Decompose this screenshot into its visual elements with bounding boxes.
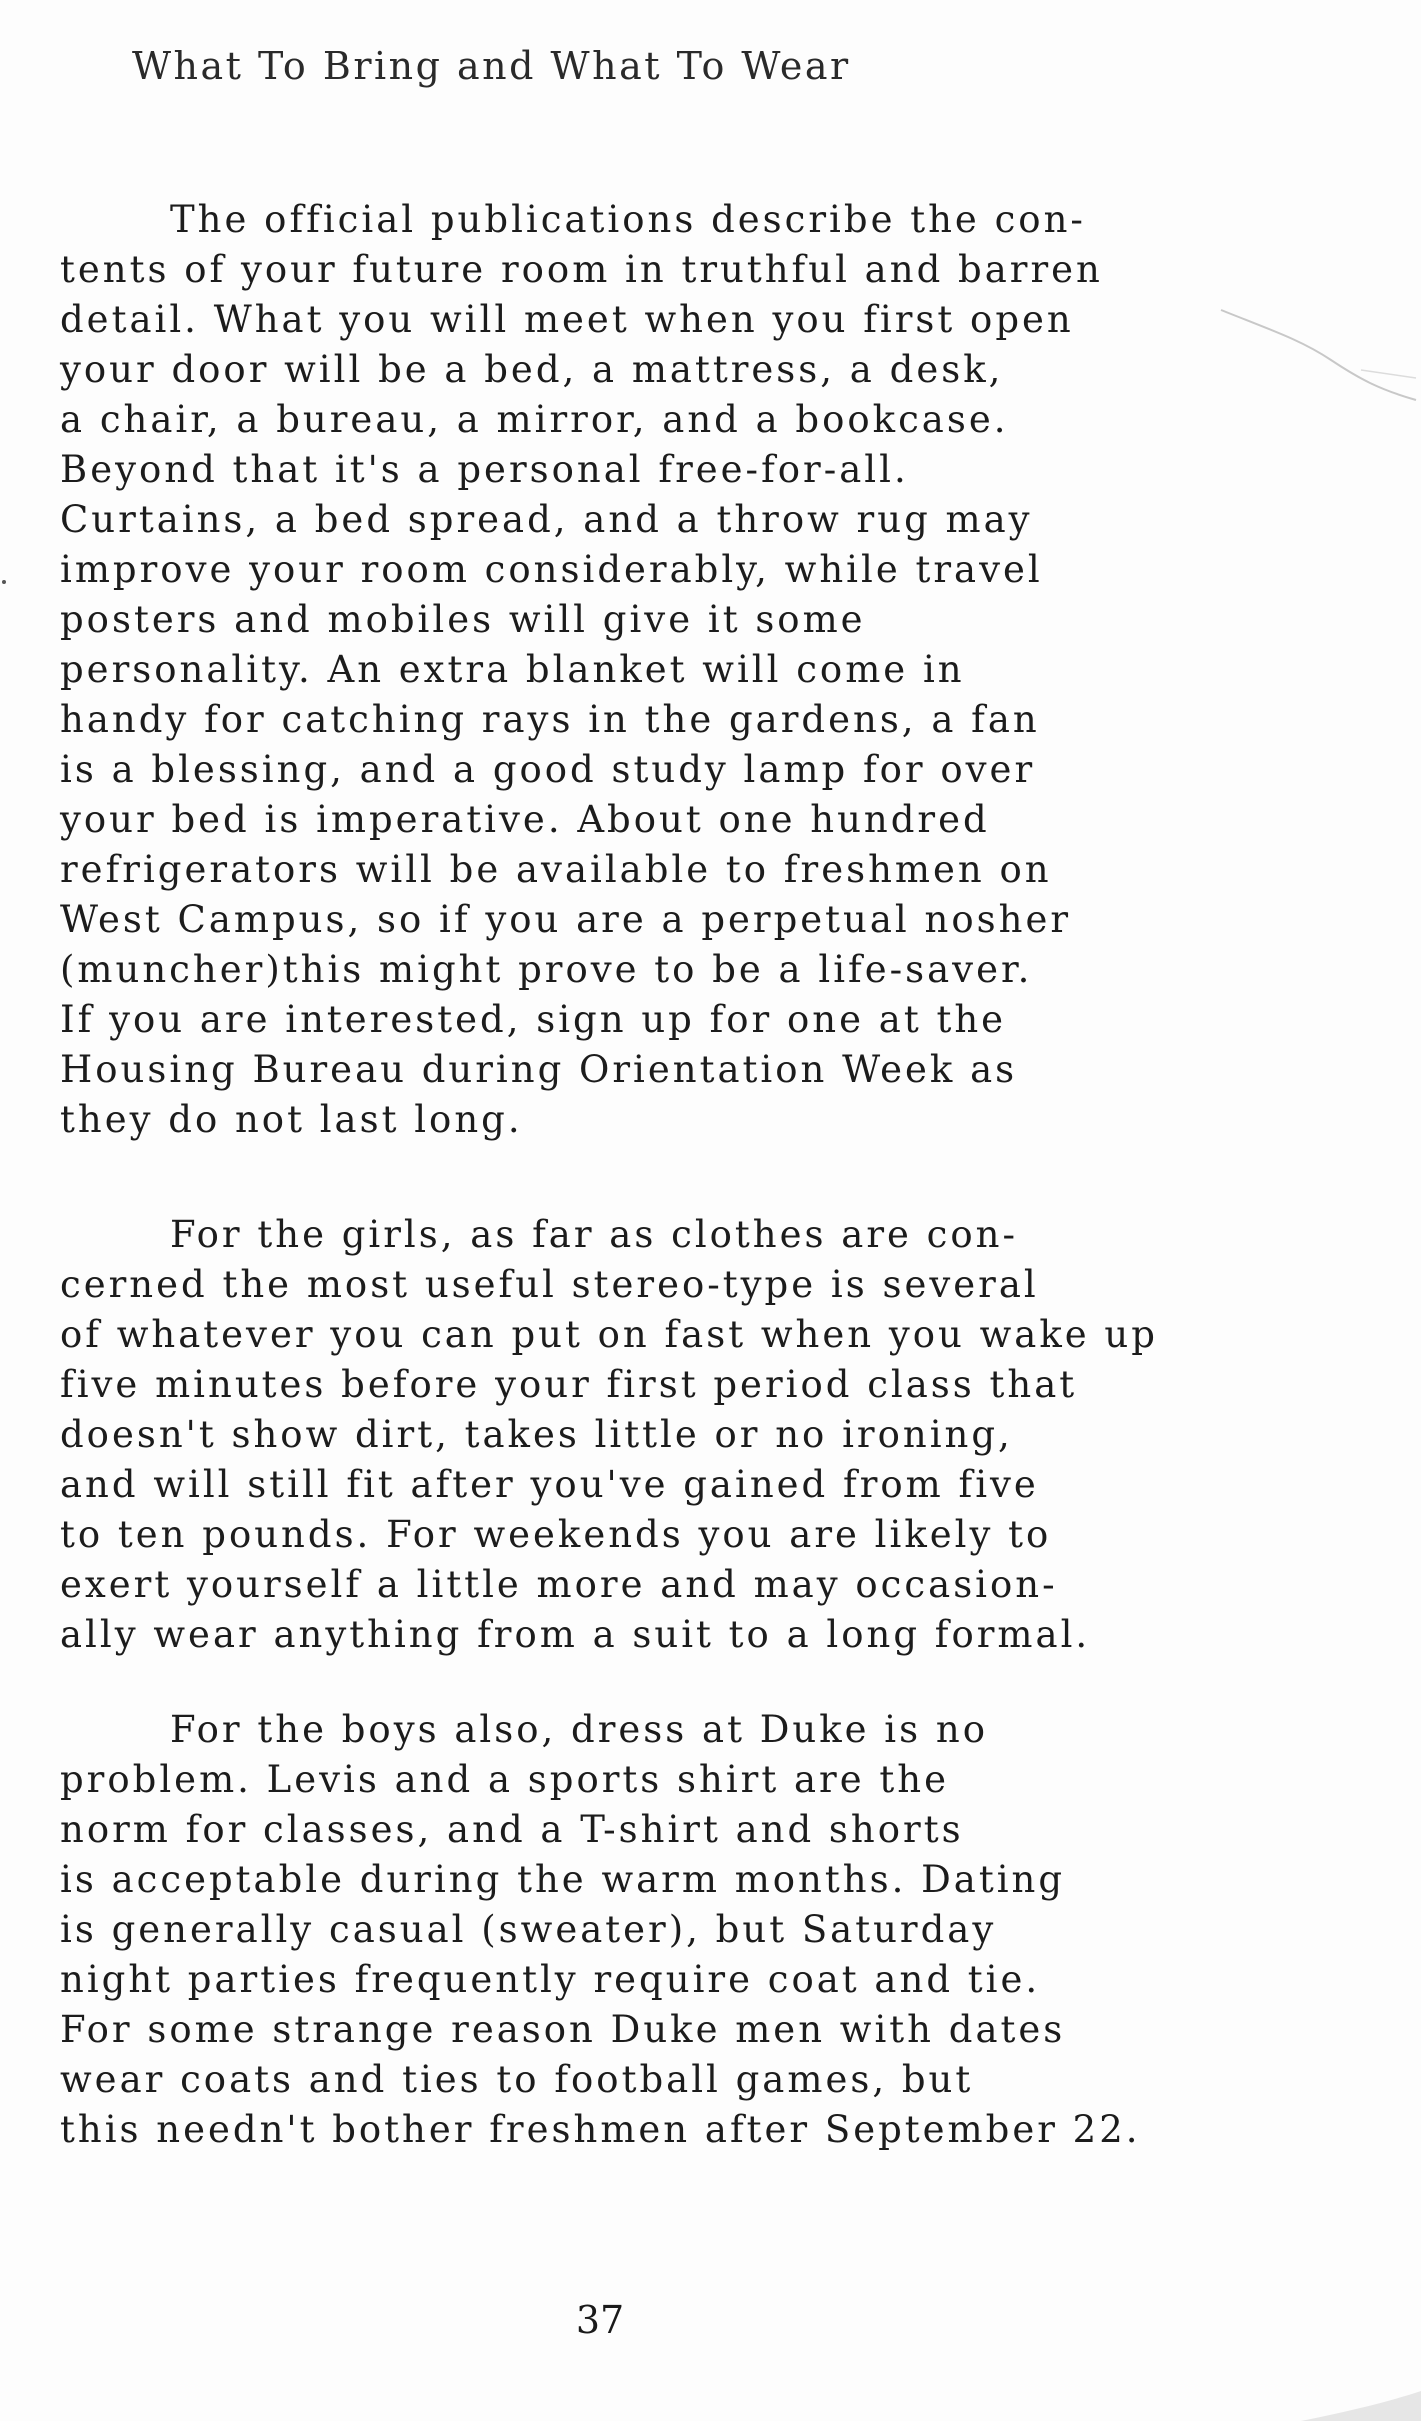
page-corner-shadow [1281, 2381, 1421, 2421]
text-line: and will still fit after you've gained from five [60, 1463, 1039, 1506]
text-line: Beyond that it's a personal free-for-all. [60, 448, 909, 491]
text-line: your bed is imperative. About one hundred [60, 798, 990, 841]
text-line: five minutes before your first period class that [60, 1363, 1078, 1406]
text-line: Housing Bureau during Orientation Week as [60, 1048, 1018, 1091]
text-line: night parties frequently require coat and tie. [60, 1958, 1041, 2001]
paragraph-room-contents [60, 195, 1103, 1145]
text-line: exert yourself a little more and may occasion- [60, 1563, 1058, 1606]
text-line: ally wear anything from a suit to a long formal. [60, 1613, 1091, 1656]
text-line: tents of your future room in truthful and barren [60, 248, 1103, 291]
text-line: is generally casual (sweater), but Saturday [60, 1908, 997, 1951]
page-number: 37 [575, 2298, 625, 2342]
text-line: personality. An extra blanket will come in [60, 648, 965, 691]
text-line: improve your room considerably, while travel [60, 548, 1043, 591]
paper-crease-mark [1211, 300, 1421, 410]
text-line: a chair, a bureau, a mirror, and a bookcase. [60, 398, 1009, 441]
text-line: wear coats and ties to football games, but [60, 2058, 974, 2101]
text-line: this needn't bother freshmen after September 22. [60, 2108, 1141, 2151]
text-line: The official publications describe the con- [170, 198, 1086, 241]
text-line: handy for catching rays in the gardens, a fan [60, 698, 1040, 741]
text-line: doesn't show dirt, takes little or no ironing, [60, 1413, 1013, 1456]
text-line: (muncher)this might prove to be a life-saver. [60, 948, 1033, 991]
text-line: norm for classes, and a T-shirt and shorts [60, 1808, 964, 1851]
text-line: to ten pounds. For weekends you are likely to [60, 1513, 1052, 1556]
text-line: For the girls, as far as clothes are con- [170, 1213, 1019, 1256]
text-line: is a blessing, and a good study lamp for over [60, 748, 1036, 791]
text-line: detail. What you will meet when you first open [60, 298, 1074, 341]
text-line: refrigerators will be available to freshmen on [60, 848, 1052, 891]
page-title: What To Bring and What To Wear [132, 44, 851, 88]
paragraph-girls-clothing [60, 1210, 1158, 1660]
stray-ink-dot [2, 580, 6, 584]
text-line: they do not last long. [60, 1098, 523, 1141]
text-line: problem. Levis and a sports shirt are the [60, 1758, 949, 1801]
paragraph-boys-clothing [60, 1705, 1141, 2155]
text-line: For some strange reason Duke men with dates [60, 2008, 1066, 2051]
text-line: posters and mobiles will give it some [60, 598, 866, 641]
text-line: cerned the most useful stereo-type is several [60, 1263, 1039, 1306]
text-line: Curtains, a bed spread, and a throw rug may [60, 498, 1033, 541]
text-line: For the boys also, dress at Duke is no [170, 1708, 988, 1751]
text-line: If you are interested, sign up for one at the [60, 998, 1007, 1041]
text-line: West Campus, so if you are a perpetual nosher [60, 898, 1072, 941]
text-line: your door will be a bed, a mattress, a desk, [60, 348, 1004, 391]
text-line: of whatever you can put on fast when you wake up [60, 1313, 1158, 1356]
text-line: is acceptable during the warm months. Dating [60, 1858, 1066, 1901]
